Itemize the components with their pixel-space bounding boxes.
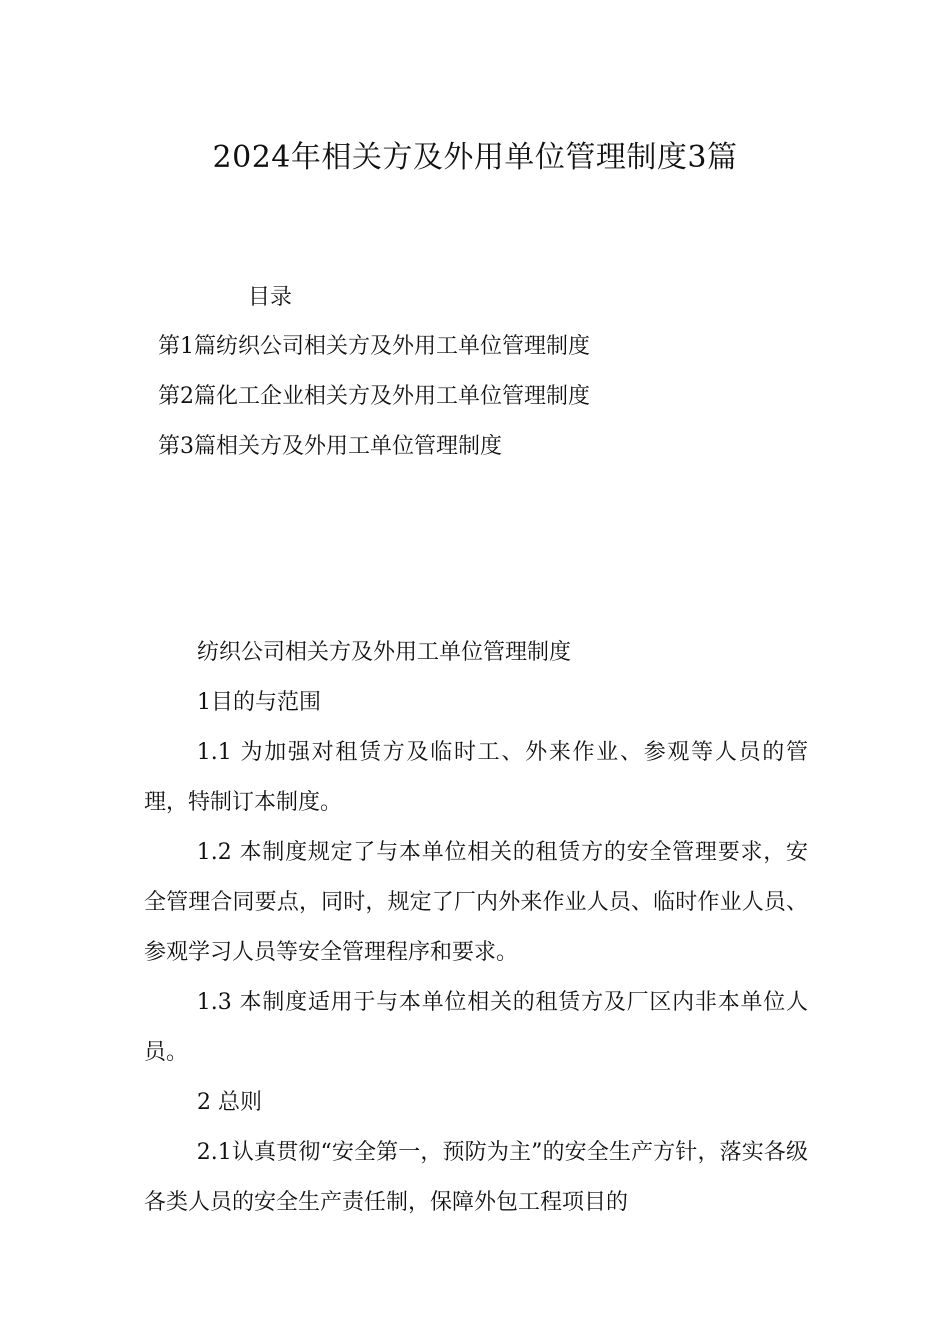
toc-heading: 目录 (248, 285, 293, 310)
paragraph-1-2: 1.2 本制度规定了与本单位相关的租赁方的安全管理要求，安全管理合同要点，同时，规定了厂内外来作业人员、临时作业人员、参观学习人员等安全管理程序和要求。 (144, 840, 808, 965)
paragraph-2-1: 2.1认真贯彻“安全第一，预防为主”的安全生产方针，落实各级各类人员的安全生产责任制，保障外包工程项目的 (144, 1140, 808, 1215)
toc-item-1[interactable]: 第1篇纺织公司相关方及外用工单位管理制度 (158, 334, 590, 359)
paragraph-1-1: 1.1 为加强对租赁方及临时工、外来作业、参观等人员的管理，特制订本制度。 (144, 740, 808, 815)
toc-item-2[interactable]: 第2篇化工企业相关方及外用工单位管理制度 (158, 384, 590, 409)
heading-general-rules: 2 总则 (197, 1090, 262, 1115)
toc-item-3[interactable]: 第3篇相关方及外用工单位管理制度 (158, 434, 502, 459)
section-title: 纺织公司相关方及外用工单位管理制度 (197, 640, 572, 665)
section-body (144, 628, 808, 1228)
paragraph-1-3: 1.3 本制度适用于与本单位相关的租赁方及厂区内非本单位人员。 (144, 990, 808, 1065)
document-title: 2024年相关方及外用单位管理制度3篇 (212, 140, 738, 175)
table-of-contents (158, 332, 590, 482)
heading-purpose-scope: 1目的与范围 (197, 690, 321, 715)
